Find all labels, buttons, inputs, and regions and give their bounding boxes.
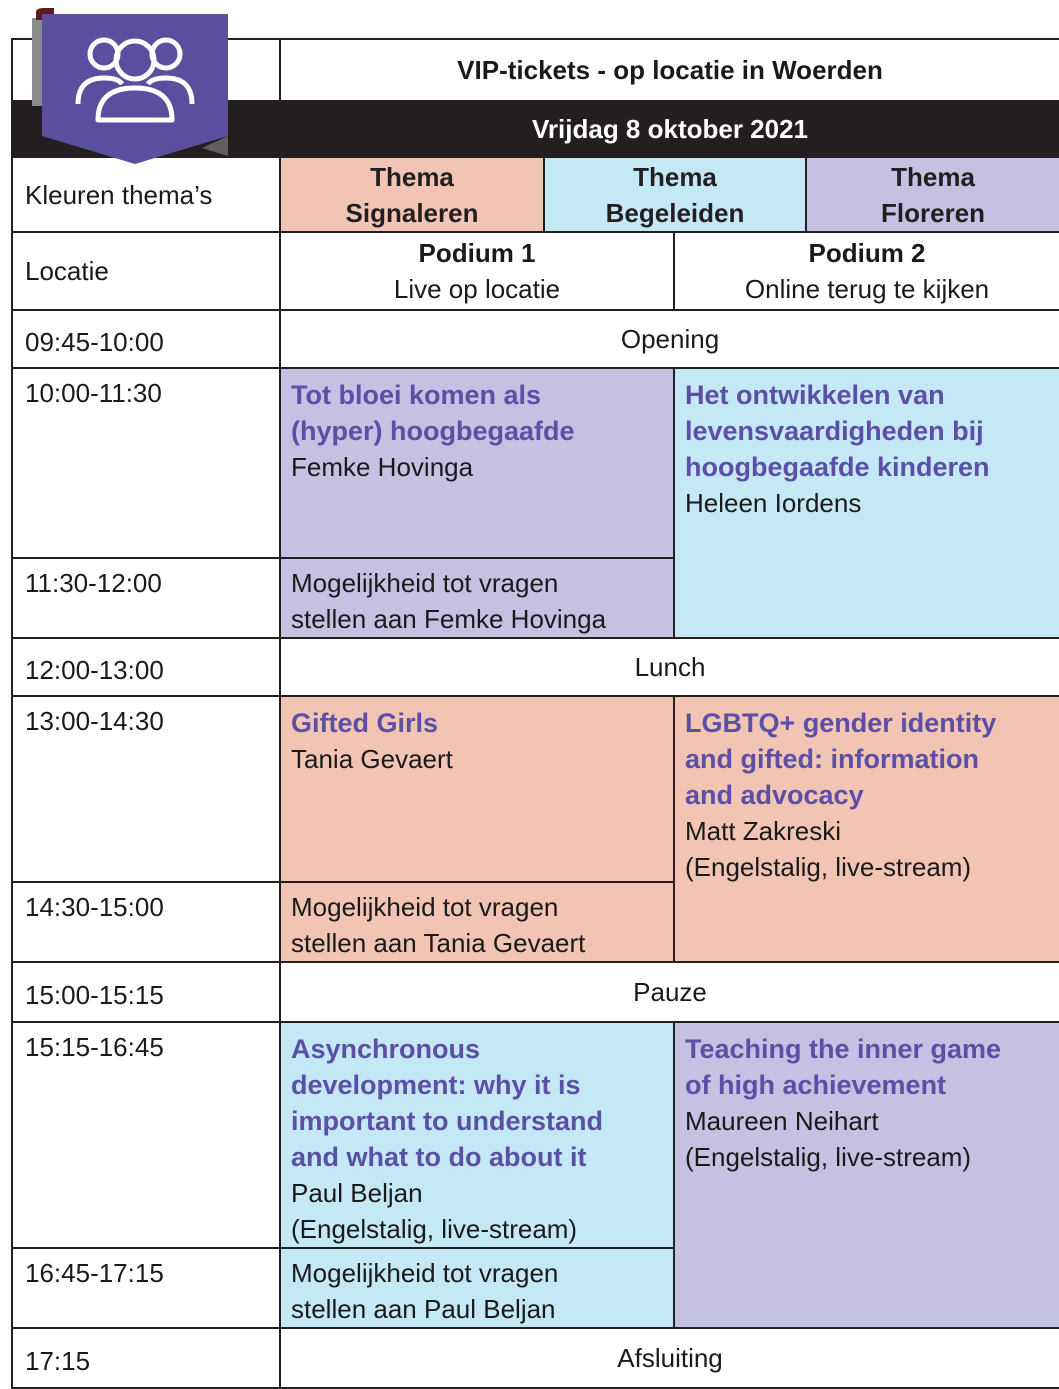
time-block3-b: 16:45-17:15 xyxy=(12,1248,280,1328)
theme-floreren: Thema Floreren xyxy=(806,157,1059,232)
time-pauze: 15:00-15:15 xyxy=(12,962,280,1022)
session-title: Tot bloei komen als (hyper) hoogbegaafde xyxy=(291,380,575,446)
afsluiting-label: Afsluiting xyxy=(280,1328,1059,1388)
session-speaker: Tania Gevaert xyxy=(291,744,453,774)
session-lgbtq xyxy=(674,696,1059,962)
event-date: Vrijdag 8 oktober 2021 xyxy=(280,101,1059,157)
podium-2-sub: Online terug te kijken xyxy=(744,274,990,304)
theme-signaleren: Thema Signaleren xyxy=(280,157,544,232)
session-inner-game xyxy=(674,1022,1059,1328)
session-speaker: Matt Zakreski (Engelstalig, live-stream) xyxy=(685,816,972,882)
theme-begeleiden: Thema Begeleiden xyxy=(544,157,806,232)
schedule-table xyxy=(11,38,1059,1389)
time-block1-a: 10:00-11:30 xyxy=(12,368,280,558)
themes-label: Kleuren thema’s xyxy=(12,157,280,232)
qa-femke: Mogelijkheid tot vragen stellen aan Femke Hovinga xyxy=(280,558,674,638)
session-speaker: Paul Beljan (Engelstalig, live-stream) xyxy=(291,1178,578,1244)
session-speaker: Femke Hovinga xyxy=(291,452,474,482)
podium-1-name: Podium 1 xyxy=(418,238,536,268)
session-title: Het ontwikkelen van levensvaardigheden bij hoogbegaafde kinderen xyxy=(685,380,990,482)
qa-paul: Mogelijkheid tot vragen stellen aan Paul Beljan xyxy=(280,1248,674,1328)
time-block1-b: 11:30-12:00 xyxy=(12,558,280,638)
page-title: VIP-tickets - op locatie in Woerden xyxy=(280,39,1059,101)
session-title: Gifted Girls xyxy=(291,708,439,738)
podium-2-name: Podium 2 xyxy=(808,238,926,268)
podium-1-header xyxy=(280,232,674,310)
session-speaker: Maureen Neihart (Engelstalig, live-stream) xyxy=(685,1106,972,1172)
people-group-icon xyxy=(32,8,228,164)
session-speaker: Heleen Iordens xyxy=(685,488,862,518)
session-title: Asynchronous development: why it is important to understand and what to do about it xyxy=(291,1034,603,1172)
opening-label: Opening xyxy=(280,310,1059,368)
session-hoogbegaafde xyxy=(280,368,674,558)
session-gifted-girls xyxy=(280,696,674,882)
locatie-label: Locatie xyxy=(12,232,280,310)
session-asynchronous xyxy=(280,1022,674,1248)
time-block2-b: 14:30-15:00 xyxy=(12,882,280,962)
time-lunch: 12:00-13:00 xyxy=(12,638,280,696)
time-block2-a: 13:00-14:30 xyxy=(12,696,280,882)
pauze-label: Pauze xyxy=(280,962,1059,1022)
time-afsluiting: 17:15 xyxy=(12,1328,280,1388)
podium-2-header xyxy=(674,232,1059,310)
lunch-label: Lunch xyxy=(280,638,1059,696)
podium-1-sub: Live op locatie xyxy=(393,274,561,304)
session-title: Teaching the inner game of high achievement xyxy=(685,1034,1002,1100)
qa-tania: Mogelijkheid tot vragen stellen aan Tania Gevaert xyxy=(280,882,674,962)
time-opening: 09:45-10:00 xyxy=(12,310,280,368)
session-levensvaardigheden xyxy=(674,368,1059,638)
session-title: LGBTQ+ gender identity and gifted: information and advocacy xyxy=(685,708,997,810)
time-block3-a: 15:15-16:45 xyxy=(12,1022,280,1248)
